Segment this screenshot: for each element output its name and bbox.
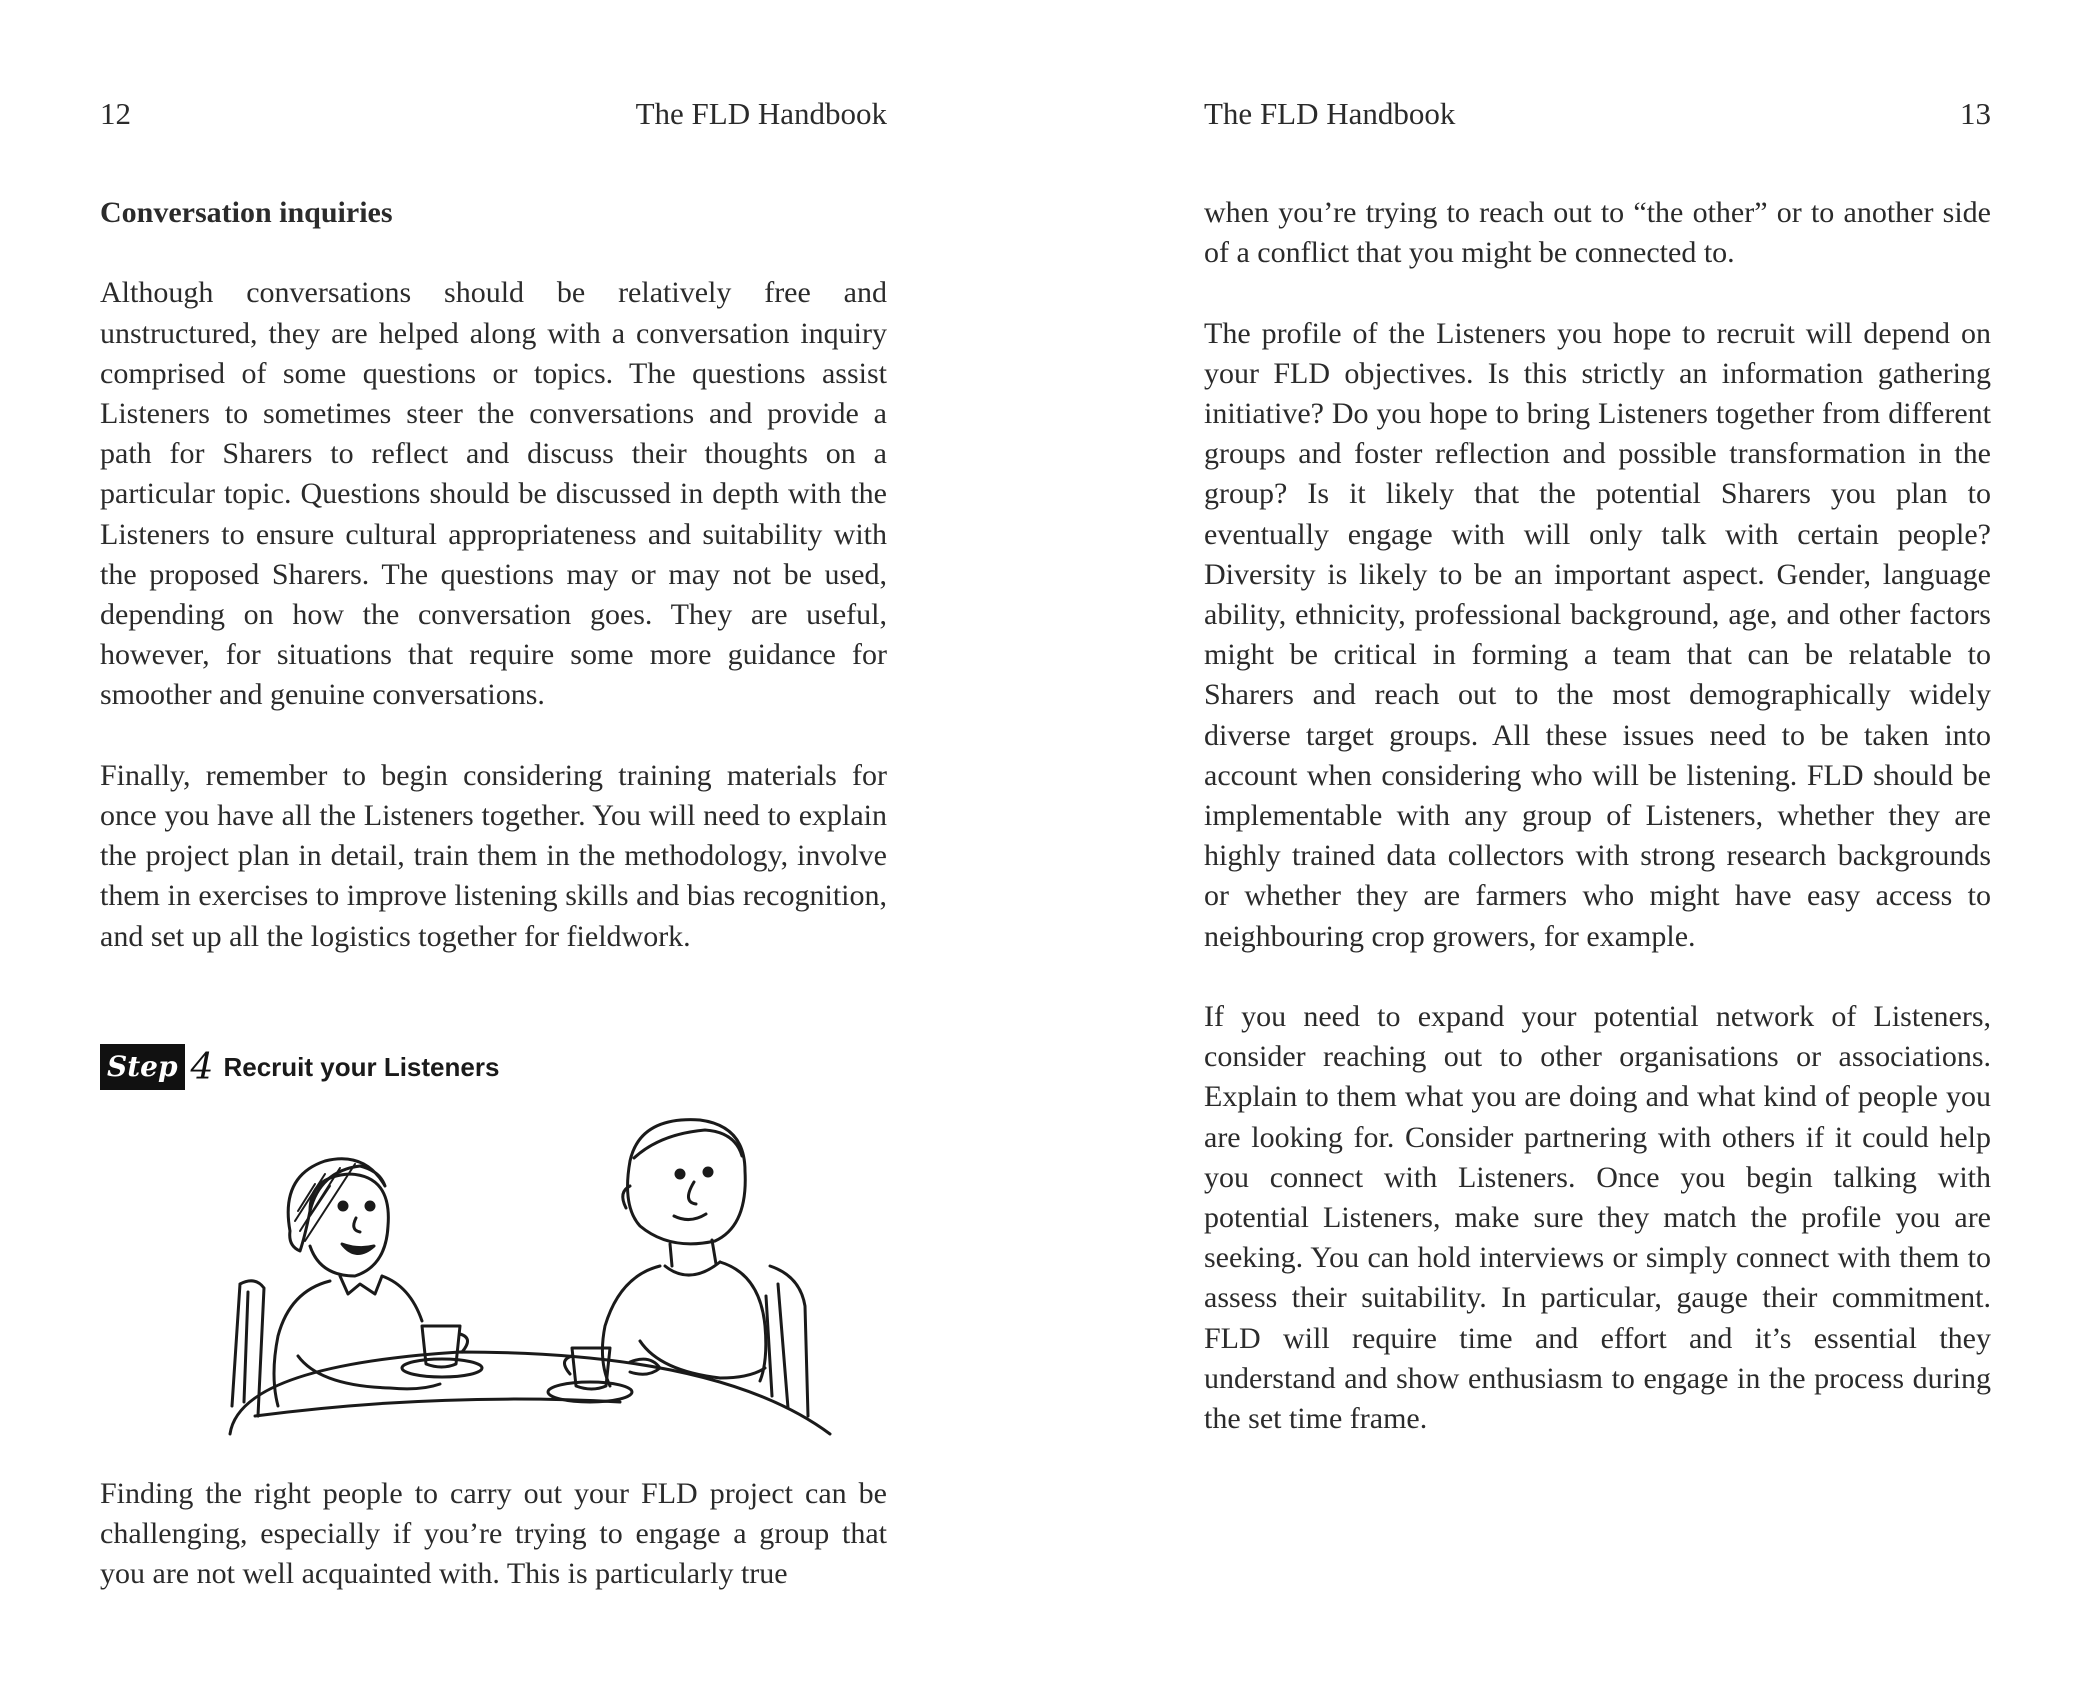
right-body xyxy=(1204,193,1991,1439)
left-running-head xyxy=(100,94,887,134)
woman-face xyxy=(310,1174,388,1276)
man-hair xyxy=(634,1130,742,1158)
man-nose xyxy=(688,1182,696,1204)
man-eye-left xyxy=(676,1170,684,1178)
man-torso xyxy=(720,1262,766,1381)
left-body xyxy=(100,193,887,957)
two-people-having-coffee-illustration xyxy=(160,1116,880,1446)
man-chair xyxy=(766,1266,808,1416)
man-arm xyxy=(640,1341,765,1378)
woman-shoulder xyxy=(382,1276,422,1321)
step-badge: Step xyxy=(100,1044,185,1090)
paragraph: Finding the right people to carry out your FLD project can be challenging, especially if you’re trying to engage a group that you are not well acquainted with. This is particularly true xyxy=(100,1477,887,1591)
paragraph: If you need to expand your potential network of Listeners, consider reaching out to other organisations or associations. Explain to them what you are doing and what kind of people you are looking for. Consider partnering with others if it could help you connect with Listeners. Once you begin talking with potential Listeners, make sure they match the profile you are seeking. You can hold interviews or simply connect with them to assess their suitability. In particular, gauge their commitment. FLD will require time and effort and it’s essential they understand and show enthusiasm to engage in the process during the set time frame. xyxy=(1204,1000,1991,1436)
paragraph: when you’re trying to reach out to “the other” or to another side of a conflict that you might be connected to. xyxy=(1204,196,1991,270)
woman-eye-left xyxy=(339,1202,347,1210)
man-saucer xyxy=(548,1382,632,1402)
woman-mouth xyxy=(342,1244,374,1254)
woman-nose xyxy=(354,1218,360,1232)
section-heading: Conversation inquiries xyxy=(100,196,393,229)
page-number: 13 xyxy=(1960,96,1991,131)
man-cup-handle xyxy=(564,1356,572,1374)
man-eye-right xyxy=(704,1168,712,1176)
woman-cup-handle xyxy=(460,1334,468,1352)
woman-collar xyxy=(340,1276,382,1294)
step-number: 4 xyxy=(190,1046,214,1088)
man-mouth xyxy=(674,1214,706,1220)
page-number: 12 xyxy=(100,96,131,131)
man-head xyxy=(628,1120,746,1244)
table-outline xyxy=(230,1352,830,1434)
woman-eye-right xyxy=(366,1202,374,1210)
right-running-head xyxy=(1204,94,1991,134)
left-page xyxy=(100,0,887,1686)
paragraph: The profile of the Listeners you hope to recruit will depend on your FLD objectives. Is this strictly an information gathering initiative? Do you hope to bring Listeners together from different groups and foster reflection and possible transformation in the group? Is it likely that the potential Sharers you plan to eventually engage with will only talk with certain people? Diversity is likely to be an important aspect. Gender, language ability, ethnicity, professional background, age, and other factors might be critical in forming a team that can be relatable to Sharers and reach out to the most demographically widely diverse target groups. All these issues need to be taken into account when considering who will be listening. FLD should be implementable with any group of Listeners, whether they are highly trained data collectors with strong research backgrounds or whether they are farmers who might have easy access to neighbouring crop growers, for example. xyxy=(1204,316,1991,953)
right-page xyxy=(1204,0,1991,1686)
running-title: The FLD Handbook xyxy=(1204,96,1456,131)
woman-body xyxy=(274,1281,330,1406)
paragraph: Although conversations should be relatively free and unstructured, they are helped along with a conversation inquiry comprised of some questions or topics. The questions assist Listeners to sometimes steer the conversations and provide a path for Sharers to reflect and discuss their thoughts on a particular topic. Questions should be discussed in depth with the Listeners to ensure cultural appropriateness and suitability with the proposed Sharers. The questions may or may not be used, depending on how the conversation goes. They are useful, however, for situations that require some more guidance for smoother and genuine conversations. xyxy=(100,276,887,712)
woman-chair xyxy=(232,1281,264,1416)
man-body xyxy=(602,1266,660,1386)
step-title: Recruit your Listeners xyxy=(223,1051,500,1082)
step-heading xyxy=(100,1044,499,1090)
paragraph: Finally, remember to begin considering training materials for once you have all the Listeners together. You will need to explain the project plan in detail, train them in the methodology, involve them in exercises to improve listening skills and bias recognition, and set up all the logistics together for fieldwork. xyxy=(100,758,887,953)
running-title: The FLD Handbook xyxy=(635,96,887,131)
left-closing-body xyxy=(100,1474,887,1595)
